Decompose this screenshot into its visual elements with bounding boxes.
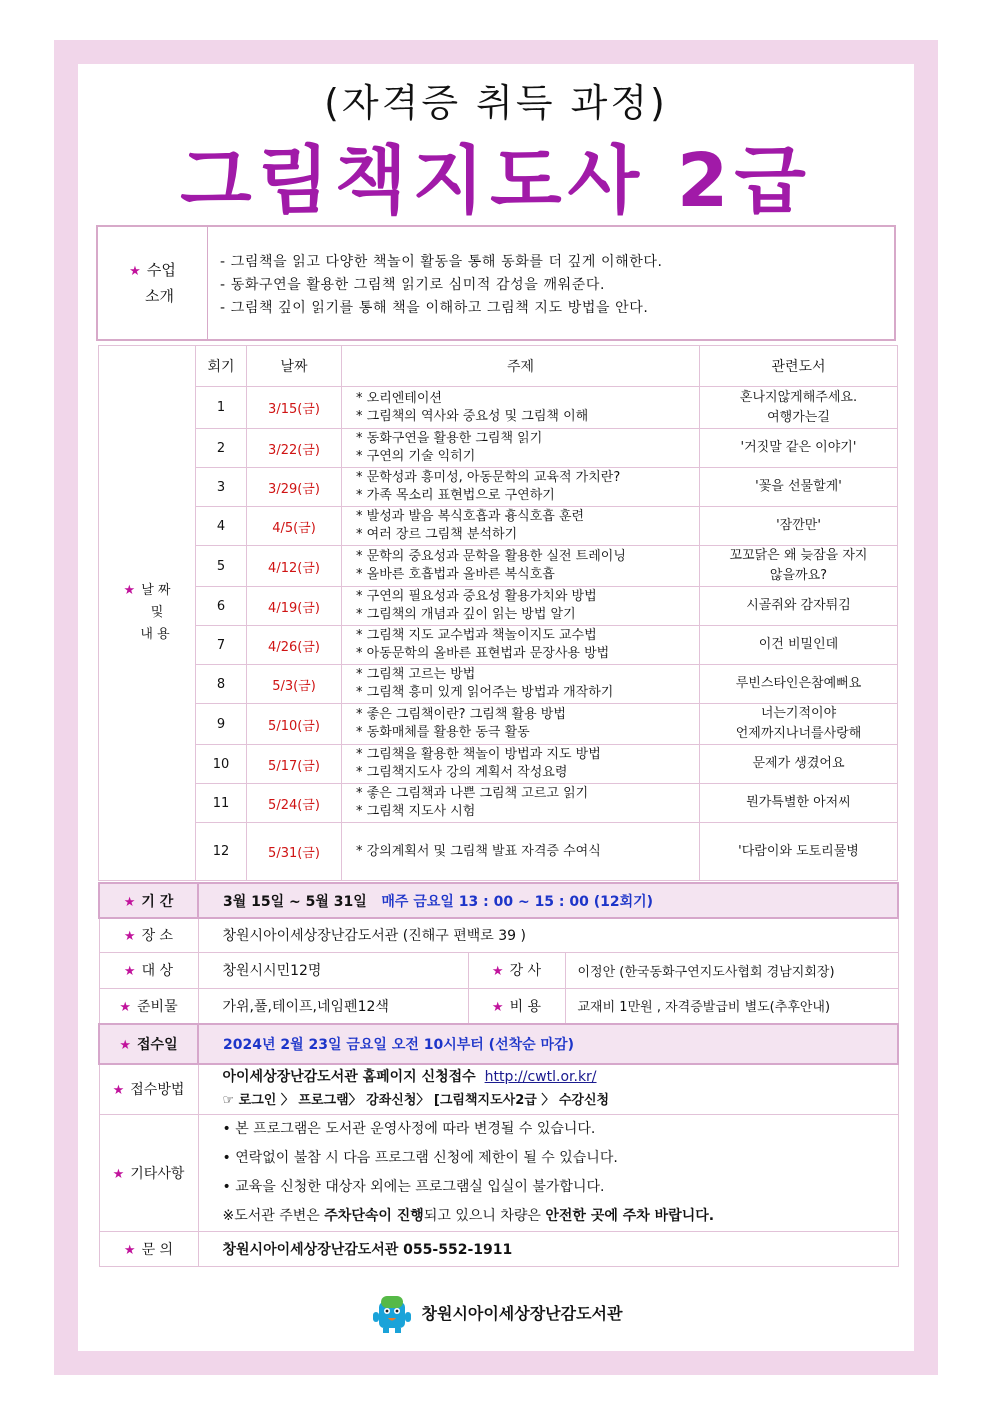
session-number xyxy=(196,429,247,468)
schedule-row xyxy=(99,429,898,468)
book-line: '꽃을 선물할게' xyxy=(755,479,842,494)
class-intro-label-line2: 소개 xyxy=(145,287,174,305)
related-book xyxy=(700,507,898,546)
session-topic xyxy=(342,387,700,429)
method-value xyxy=(198,1064,898,1114)
related-book xyxy=(700,704,898,745)
reception-label-text: 접수일 xyxy=(137,1037,178,1053)
col-header-date: 날짜 xyxy=(247,346,342,387)
session-number-text: 6 xyxy=(216,598,226,614)
topic-line: * 좋은 그림책과 나쁜 그림책 고르고 읽기 xyxy=(356,786,589,801)
session-date xyxy=(247,507,342,546)
star-icon: ★ xyxy=(123,894,136,910)
method-row xyxy=(99,1064,898,1114)
session-number xyxy=(196,468,247,507)
session-number xyxy=(196,784,247,823)
intro-line: - 그림책을 읽고 다양한 책놀이 활동을 통해 동화를 더 깊게 이해한다. xyxy=(220,254,663,270)
schedule-table xyxy=(98,345,898,881)
place-label xyxy=(99,918,198,952)
book-line: 뭔가특별한 아저씨 xyxy=(746,795,851,810)
session-date-text: 4/26(금) xyxy=(268,639,320,655)
session-number-text: 1 xyxy=(216,400,226,415)
session-date xyxy=(247,704,342,745)
schedule-row xyxy=(99,626,898,665)
topic-line: * 동화구연을 활용한 그림책 읽기 xyxy=(356,431,543,446)
book-line: 혼나지않게해주세요. xyxy=(739,389,858,405)
book-line: 여행가는길 xyxy=(767,409,830,425)
session-date xyxy=(247,429,342,468)
session-date xyxy=(247,546,342,587)
topic-line: * 그림책지도사 강의 계획서 작성요령 xyxy=(356,765,568,780)
session-date xyxy=(247,626,342,665)
book-line: '잠깐만' xyxy=(776,518,821,533)
star-icon: ★ xyxy=(491,964,504,979)
library-mascot-logo xyxy=(370,1290,414,1334)
session-date xyxy=(247,823,342,881)
session-number-text: 8 xyxy=(216,676,226,692)
intro-line: - 동화구연을 활용한 그림책 읽기로 심미적 감성을 깨워준다. xyxy=(220,277,606,293)
topic-line: * 그림책의 개념과 깊이 읽는 방법 알기 xyxy=(356,607,576,622)
place-label-text: 장 소 xyxy=(141,928,174,945)
star-icon: ★ xyxy=(129,264,141,279)
class-intro-text xyxy=(208,227,894,339)
session-topic xyxy=(342,429,700,468)
supplies-value: 가위,풀,테이프,네임펜12색 xyxy=(198,988,468,1024)
target-label xyxy=(99,952,198,988)
session-date-text: 5/31(금) xyxy=(268,846,320,861)
star-icon: ★ xyxy=(123,1242,136,1258)
star-icon: ★ xyxy=(119,1038,132,1053)
topic-line: * 그림책 고르는 방법 xyxy=(356,667,476,682)
session-number xyxy=(196,823,247,881)
related-book xyxy=(700,387,898,429)
etc-note-d: 안전한 곳에 주차 바랍니다. xyxy=(545,1207,715,1224)
session-number-text: 5 xyxy=(216,558,226,574)
topic-line: * 문학의 중요성과 문학을 활용한 실전 트레이닝 xyxy=(356,549,626,564)
instructor-label xyxy=(468,952,565,988)
session-topic xyxy=(342,823,700,881)
schedule-side-label xyxy=(99,346,196,881)
book-line: 않을까요? xyxy=(769,568,828,583)
method-label xyxy=(99,1064,198,1114)
side-label-1: 날 짜 xyxy=(141,583,171,598)
etc-note-c: 되고 있으니 차량은 xyxy=(423,1207,546,1224)
session-number xyxy=(196,507,247,546)
topic-line: * 그림책 흥미 있게 읽어주는 방법과 개작하기 xyxy=(356,685,614,700)
session-number xyxy=(196,587,247,626)
place-value: 창원시아이세상장난감도서관 (진해구 편백로 39 ) xyxy=(198,918,898,952)
star-icon: ★ xyxy=(123,964,136,979)
session-date xyxy=(247,665,342,704)
session-number-text: 10 xyxy=(212,756,230,772)
schedule-header-row xyxy=(99,346,898,387)
contact-value: 창원시아이세상장난감도서관 055-552-1911 xyxy=(198,1231,898,1266)
topic-line: * 발성과 발음 복식호흡과 흉식호흡 훈련 xyxy=(356,509,585,524)
period-row xyxy=(99,883,898,918)
session-topic xyxy=(342,468,700,507)
session-date xyxy=(247,468,342,507)
etc-line: • 교육을 신청한 대상자 외에는 프로그램실 입실이 불가합니다. xyxy=(222,1178,605,1195)
session-date xyxy=(247,387,342,429)
session-date xyxy=(247,587,342,626)
related-book xyxy=(700,429,898,468)
session-date-text: 4/19(금) xyxy=(268,600,320,616)
etc-label-text: 기타사항 xyxy=(130,1165,185,1182)
schedule-row xyxy=(99,468,898,507)
book-line: 꼬꼬닭은 왜 늦잠을 자지 xyxy=(729,548,868,563)
session-number-text: 2 xyxy=(216,440,226,456)
instructor-value: 이정안 (한국동화구연지도사협회 경남지회장) xyxy=(565,952,898,988)
topic-line: * 가족 목소리 표현법으로 구연하기 xyxy=(356,488,555,503)
contact-label-text: 문 의 xyxy=(141,1241,174,1258)
star-icon: ★ xyxy=(119,999,132,1015)
schedule-row xyxy=(99,704,898,745)
method-label-text: 접수방법 xyxy=(130,1082,185,1099)
session-date-text: 4/5(금) xyxy=(272,520,316,536)
session-topic xyxy=(342,587,700,626)
etc-row xyxy=(99,1114,898,1231)
intro-line: - 그림책 깊이 읽기를 통해 책을 이해하고 그림책 지도 방법을 안다. xyxy=(220,300,649,316)
etc-value xyxy=(198,1114,898,1231)
topic-line: * 올바른 호흡법과 올바른 복식호흡 xyxy=(356,567,555,582)
session-number xyxy=(196,745,247,784)
star-icon: ★ xyxy=(123,929,136,945)
subtitle: (자격증 취득 과정) xyxy=(324,81,668,125)
schedule-row xyxy=(99,546,898,587)
topic-line: * 그림책의 역사와 중요성 및 그림책 이해 xyxy=(356,408,589,424)
etc-label xyxy=(99,1114,198,1231)
book-line: 문제가 생겼어요 xyxy=(752,756,845,771)
topic-line: * 그림책을 활용한 책놀이 방법과 지도 방법 xyxy=(356,747,601,762)
session-number-text: 12 xyxy=(212,844,230,859)
reception-value: 2024년 2월 23일 금요일 오전 10시부터 (선착순 마감) xyxy=(198,1024,898,1064)
session-number-text: 7 xyxy=(216,637,226,653)
etc-note xyxy=(223,1202,898,1231)
session-number-text: 4 xyxy=(216,518,226,534)
book-line: 이건 비밀인데 xyxy=(758,637,839,652)
session-topic xyxy=(342,507,700,546)
footer-org-name: 창원시아이세상장난감도서관 xyxy=(421,1303,623,1323)
session-number-text: 3 xyxy=(216,479,226,495)
star-icon: ★ xyxy=(123,583,136,598)
cost-label xyxy=(468,988,565,1024)
col-header-session: 회기 xyxy=(196,346,247,387)
col-header-topic: 주제 xyxy=(342,346,700,387)
session-number xyxy=(196,546,247,587)
class-intro-label-line1: 수업 xyxy=(146,261,176,279)
cost-value: 교재비 1만원 , 자격증발급비 별도(추후안내) xyxy=(565,988,898,1024)
period-time: 매주 금요일 13 : 00 ~ 15 : 00 (12회기) xyxy=(381,893,654,910)
session-date xyxy=(247,784,342,823)
related-book xyxy=(700,546,898,587)
reception-label xyxy=(99,1024,198,1064)
period-value xyxy=(198,883,898,918)
topic-line: * 그림책 지도사 시험 xyxy=(356,804,476,819)
book-line: '거짓말 같은 이야기' xyxy=(740,440,857,455)
related-book xyxy=(700,468,898,507)
supplies-label xyxy=(99,988,198,1024)
related-book xyxy=(700,665,898,704)
book-line: 언제까지나너를사랑해 xyxy=(735,726,862,741)
period-label xyxy=(99,883,198,918)
session-number xyxy=(196,387,247,429)
etc-note-a: ※도서관 주변은 xyxy=(222,1207,325,1224)
session-number-text: 9 xyxy=(216,716,226,732)
schedule-row xyxy=(99,587,898,626)
supplies-row xyxy=(99,988,898,1024)
session-topic xyxy=(342,745,700,784)
schedule-row xyxy=(99,745,898,784)
session-topic xyxy=(342,546,700,587)
target-value: 창원시시민12명 xyxy=(198,952,468,988)
topic-line: * 오리엔테이션 xyxy=(356,390,442,406)
contact-label xyxy=(99,1231,198,1266)
side-label-2: 및 xyxy=(150,605,164,620)
period-label-text: 기 간 xyxy=(141,893,174,910)
etc-line: • 연락없이 불참 시 다음 프로그램 신청에 제한이 될 수 있습니다. xyxy=(222,1149,618,1166)
schedule-row xyxy=(99,507,898,546)
star-icon: ★ xyxy=(112,1083,125,1099)
session-date-text: 5/17(금) xyxy=(268,758,320,774)
target-row xyxy=(99,952,898,988)
topic-line: * 구연의 기술 익히기 xyxy=(356,449,476,464)
etc-note-b: 주차단속이 진행 xyxy=(324,1207,424,1224)
method-line2: ☞ 로그인 〉 프로그램〉 강좌신청〉 [그림책지도사2급 〉 수강신청 xyxy=(222,1093,610,1109)
period-dates: 3월 15일 ~ 5월 31일 xyxy=(223,893,367,910)
related-book xyxy=(700,745,898,784)
related-book xyxy=(700,587,898,626)
topic-line: * 강의계획서 및 그림책 발표 자격증 수여식 xyxy=(356,843,601,859)
topic-line: * 문학성과 흥미성, 아동문학의 교육적 가치란? xyxy=(356,470,621,485)
book-line: 시골쥐와 감자튀김 xyxy=(746,598,851,613)
book-line: 너는기적이야 xyxy=(760,706,837,721)
related-book xyxy=(700,784,898,823)
related-book xyxy=(700,823,898,881)
target-label-text: 대 상 xyxy=(141,963,174,979)
page-title: 그림책지도사 2급 xyxy=(180,138,812,224)
instructor-label-text: 강 사 xyxy=(509,963,542,979)
session-topic xyxy=(342,665,700,704)
session-number xyxy=(196,704,247,745)
session-date-text: 3/29(금) xyxy=(268,481,320,497)
info-table xyxy=(98,882,899,1267)
homepage-link[interactable]: http://cwtl.or.kr/ xyxy=(484,1069,597,1086)
schedule-row xyxy=(99,784,898,823)
place-row xyxy=(99,918,898,952)
class-intro-box xyxy=(96,225,896,341)
book-line: 루빈스타인은참예뻐요 xyxy=(735,676,862,691)
session-number xyxy=(196,626,247,665)
etc-line: • 본 프로그램은 도서관 운영사정에 따라 변경될 수 있습니다. xyxy=(222,1120,596,1137)
session-date-text: 3/15(금) xyxy=(268,402,320,417)
session-topic xyxy=(342,626,700,665)
session-date-text: 4/12(금) xyxy=(268,560,320,576)
session-number-text: 11 xyxy=(212,795,230,811)
related-book xyxy=(700,626,898,665)
topic-line: * 아동문학의 올바른 표현법과 문장사용 방법 xyxy=(356,646,610,661)
session-number xyxy=(196,665,247,704)
session-date-text: 5/10(금) xyxy=(268,718,320,734)
session-topic xyxy=(342,784,700,823)
col-header-book: 관련도서 xyxy=(700,346,898,387)
schedule-row xyxy=(99,665,898,704)
contact-row xyxy=(99,1231,898,1266)
cost-label-text: 비 용 xyxy=(509,998,542,1015)
schedule-row xyxy=(99,823,898,881)
topic-line: * 구연의 필요성과 중요성 활용가치와 방법 xyxy=(356,589,597,604)
method-line1: 아이세상장난감도서관 홈페이지 신청접수 xyxy=(222,1069,476,1086)
schedule-row xyxy=(99,387,898,429)
book-line: '다람이와 도토리물병 xyxy=(738,843,859,859)
supplies-label-text: 준비물 xyxy=(137,998,178,1015)
footer xyxy=(0,1290,992,1334)
side-label-3: 내 용 xyxy=(140,627,170,642)
session-date-text: 5/3(금) xyxy=(272,678,316,694)
session-date xyxy=(247,745,342,784)
star-icon: ★ xyxy=(112,1166,125,1182)
class-intro-label xyxy=(98,227,208,339)
session-date-text: 5/24(금) xyxy=(268,797,320,813)
topic-line: * 여러 장르 그림책 분석하기 xyxy=(356,527,518,542)
session-date-text: 3/22(금) xyxy=(268,442,320,458)
topic-line: * 동화매체를 활용한 동극 활동 xyxy=(356,725,530,740)
session-topic xyxy=(342,704,700,745)
topic-line: * 좋은 그림책이란? 그림책 활용 방법 xyxy=(356,707,566,722)
star-icon: ★ xyxy=(491,999,504,1015)
topic-line: * 그림책 지도 교수법과 책놀이지도 교수법 xyxy=(356,628,597,643)
reception-row xyxy=(99,1024,898,1064)
